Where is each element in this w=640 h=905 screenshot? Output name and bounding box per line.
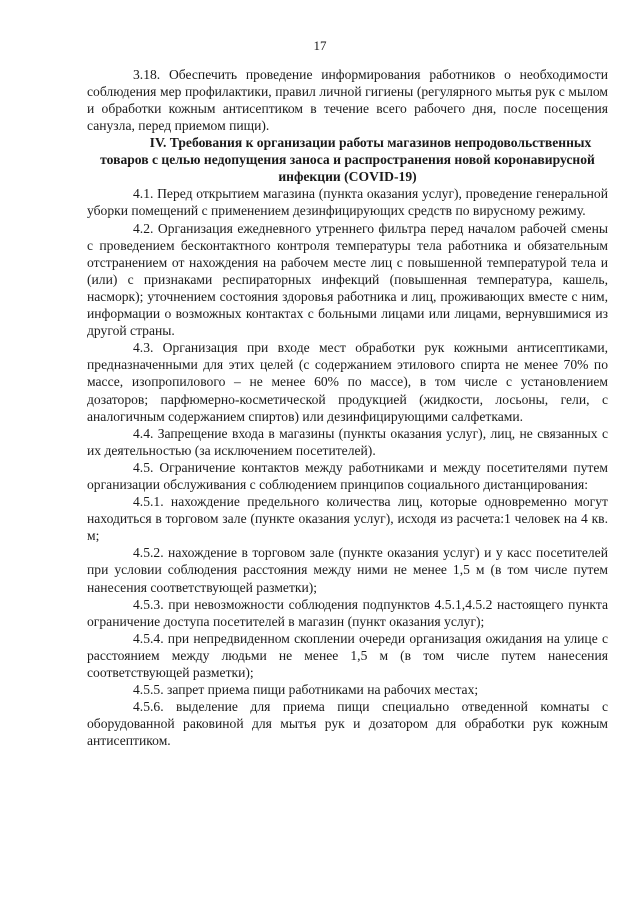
page-content [87, 66, 608, 749]
paragraph-4-5-2: 4.5.2. нахождение в торговом зале (пункте оказания услуг) и у касс посетителей при условии соблюдения расстояния между ними не менее 1,5 м (в том числе путем нанесения соответствующей разметки); [87, 545, 608, 595]
page-number: 17 [313, 38, 327, 53]
paragraph-4-1: 4.1. Перед открытием магазина (пункта оказания услуг), проведение генеральной уборки помещений с применением дезинфицирующих средств по вирусному режиму. [87, 186, 608, 219]
paragraph-4-5: 4.5. Ограничение контактов между работниками и между посетителями путем организации обслуживания с соблюдением принципов социального дистанцирования: [87, 459, 608, 492]
section-heading: IV. Требования к организации работы магазинов непродовольственных товаров с целью недопущения заноса и распространения новой коронавирусной инфекции (COVID-19) [100, 135, 595, 185]
paragraph-4-5-5: 4.5.5. запрет приема пищи работниками на рабочих местах; [133, 682, 479, 698]
paragraph-4-5-1: 4.5.1. нахождение предельного количества лиц, которые одновременно могут находиться в торговом зале (пункте оказания услуг), исходя из расчета:1 человек на 4 кв. м; [87, 494, 608, 544]
paragraph-4-5-3: 4.5.3. при невозможности соблюдения подпунктов 4.5.1,4.5.2 настоящего пункта ограничение доступа посетителей в магазин (пункт оказания услуг); [87, 596, 608, 629]
paragraph-4-3: 4.3. Организация при входе мест обработки рук кожными антисептиками, предназначенными для этих целей (с содержанием этилового спирта не менее 70% по массе, изопропилового – не менее 60% по массе), в том числе с установлением дозаторов; парфюмерно-косметической продукцией (жидкости, лосьоны, гели, с аналогичным содержанием спиртов) или дезинфицирующими салфетками. [87, 340, 608, 424]
paragraph-4-4: 4.4. Запрещение входа в магазины (пункты оказания услуг), лиц, не связанных с их деятельностью (за исключением посетителей). [87, 425, 608, 458]
paragraph-4-5-6: 4.5.6. выделение для приема пищи специально отведенной комнаты с оборудованной раковиной для мытья рук и дозатором для обработки рук кожным антисептиком. [87, 699, 608, 749]
paragraph-3-18: 3.18. Обеспечить проведение информирования работников о необходимости соблюдения мер профилактики, правил личной гигиены (регулярного мытья рук с мылом и обработки кожным антисептиком в течение всего рабочего дня, после посещения санузла, перед приемом пищи). [87, 67, 608, 134]
paragraph-4-5-4: 4.5.4. при непредвиденном скоплении очереди организация ожидания на улице с расстоянием между людьми не менее 1,5 м (в том числе путем нанесения соответствующей разметки); [87, 630, 608, 680]
paragraph-4-2: 4.2. Организация ежедневного утреннего фильтра перед началом рабочей смены с проведением бесконтактного контроля температуры тела работника и обязательным отстранением от нахождения на рабочем месте лиц с повышенной температурой тела и (или) с признаками респираторных инфекций (повышенная температура, кашель, насморк); уточнением состояния здоровья работника и лиц, проживающих вместе с ним, информации о возможных контактах с больными лицами или лицами, вернувшимися из другой страны. [87, 220, 608, 339]
